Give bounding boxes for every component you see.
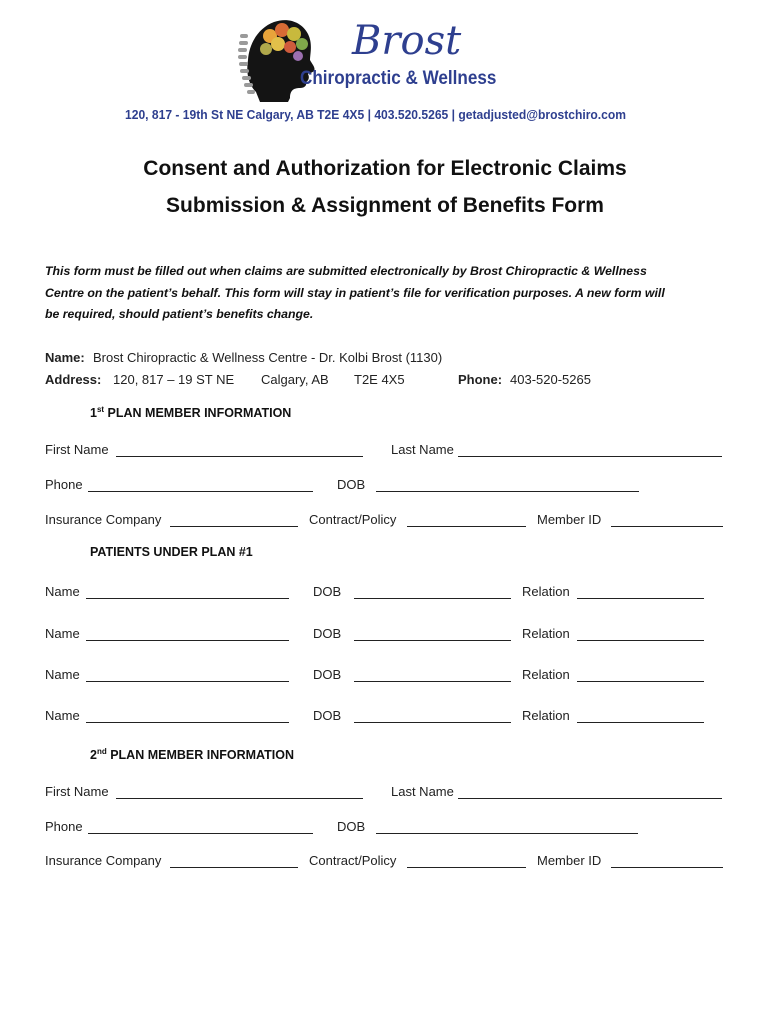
provider-phone-label: Phone:	[458, 372, 503, 387]
patient-4-dob-label: DOB	[313, 708, 342, 723]
plan1-dob-label: DOB	[337, 477, 366, 492]
plan2-last-name-label: Last Name	[391, 784, 454, 799]
plan2-contract-label: Contract/Policy	[309, 853, 397, 868]
plan2-heading: 2nd PLAN MEMBER INFORMATION	[90, 747, 294, 763]
form-title-line-1: Consent and Authorization for Electronic Claims	[143, 157, 627, 180]
brand-script-name: Brost	[352, 18, 462, 64]
plan2-contract-field[interactable]	[407, 867, 526, 868]
plan2-phone-field[interactable]	[88, 833, 313, 834]
plan2-first-name-label: First Name	[45, 784, 109, 799]
patient-4-relation-label: Relation	[522, 708, 570, 723]
patient-2-relation-label: Relation	[522, 626, 570, 641]
plan2-last-name-field[interactable]	[458, 798, 722, 799]
plan1-phone-label: Phone	[45, 477, 83, 492]
provider-name-label: Name:	[45, 350, 85, 365]
plan2-dob-field[interactable]	[376, 833, 638, 834]
clinic-contact-line: 120, 817 - 19th St NE Calgary, AB T2E 4X5 | 403.520.5265 | getadjusted@brostchiro.com	[125, 107, 627, 122]
intro-line-1: This form must be filled out when claims are submitted electronically by Brost Chiropractic & Wellness	[45, 264, 647, 278]
provider-address-street: 120, 817 – 19 ST NE	[113, 372, 235, 387]
plan1-heading: 1st PLAN MEMBER INFORMATION	[90, 405, 292, 421]
provider-phone-value: 403-520-5265	[510, 372, 591, 387]
patient-1-dob-field[interactable]	[354, 598, 511, 599]
plan1-last-name-field[interactable]	[458, 456, 722, 457]
plan2-member-id-label: Member ID	[537, 853, 602, 868]
plan1-member-id-label: Member ID	[537, 512, 602, 527]
plan2-insurance-label: Insurance Company	[45, 853, 162, 868]
patient-1-dob-label: DOB	[313, 584, 342, 599]
patient-2-relation-field[interactable]	[577, 640, 704, 641]
patient-2-name-field[interactable]	[86, 640, 289, 641]
plan1-first-name-field[interactable]	[116, 456, 363, 457]
patient-4-dob-field[interactable]	[354, 722, 511, 723]
plan1-last-name-label: Last Name	[391, 442, 454, 457]
brand-name: Chiropractic & Wellness	[300, 68, 497, 89]
form-title-line-2: Submission & Assignment of Benefits Form	[166, 194, 604, 217]
plan1-dob-field[interactable]	[376, 491, 639, 492]
patient-3-dob-label: DOB	[313, 667, 342, 682]
patient-4-name-field[interactable]	[86, 722, 289, 723]
patient-4-relation-field[interactable]	[577, 722, 704, 723]
plan1-contract-label: Contract/Policy	[309, 512, 397, 527]
patient-4-name-label: Name	[45, 708, 80, 723]
patient-3-relation-field[interactable]	[577, 681, 704, 682]
provider-address-label: Address:	[45, 372, 102, 387]
plan1-insurance-field[interactable]	[170, 526, 298, 527]
patient-1-relation-field[interactable]	[577, 598, 704, 599]
plan2-phone-label: Phone	[45, 819, 83, 834]
patient-2-dob-label: DOB	[313, 626, 342, 641]
patient-1-name-field[interactable]	[86, 598, 289, 599]
plan1-phone-field[interactable]	[88, 491, 313, 492]
plan2-member-id-field[interactable]	[611, 867, 723, 868]
provider-address-postal: T2E 4X5	[354, 372, 405, 387]
patient-1-relation-label: Relation	[522, 584, 570, 599]
patient-3-dob-field[interactable]	[354, 681, 511, 682]
plan1-first-name-label: First Name	[45, 442, 109, 457]
intro-line-2: Centre on the patient’s behalf. This form will stay in patient’s file for verification purposes. A new form will	[45, 285, 665, 300]
patient-2-dob-field[interactable]	[354, 640, 511, 641]
patient-3-relation-label: Relation	[522, 667, 570, 682]
patient-3-name-field[interactable]	[86, 681, 289, 682]
provider-address-city: Calgary, AB	[261, 372, 329, 387]
patient-2-name-label: Name	[45, 626, 80, 641]
intro-line-3: be required, should patient’s benefits change.	[45, 307, 314, 321]
patient-1-name-label: Name	[45, 584, 80, 599]
plan2-first-name-field[interactable]	[116, 798, 363, 799]
provider-name-value: Brost Chiropractic & Wellness Centre - Dr. Kolbi Brost (1130)	[93, 350, 443, 365]
plan2-insurance-field[interactable]	[170, 867, 298, 868]
plan1-insurance-label: Insurance Company	[45, 512, 162, 527]
patients-heading: PATIENTS UNDER PLAN #1	[90, 545, 253, 559]
plan1-contract-field[interactable]	[407, 526, 526, 527]
patient-3-name-label: Name	[45, 667, 80, 682]
plan1-member-id-field[interactable]	[611, 526, 723, 527]
intro-paragraph	[45, 261, 735, 326]
plan2-dob-label: DOB	[337, 819, 366, 834]
